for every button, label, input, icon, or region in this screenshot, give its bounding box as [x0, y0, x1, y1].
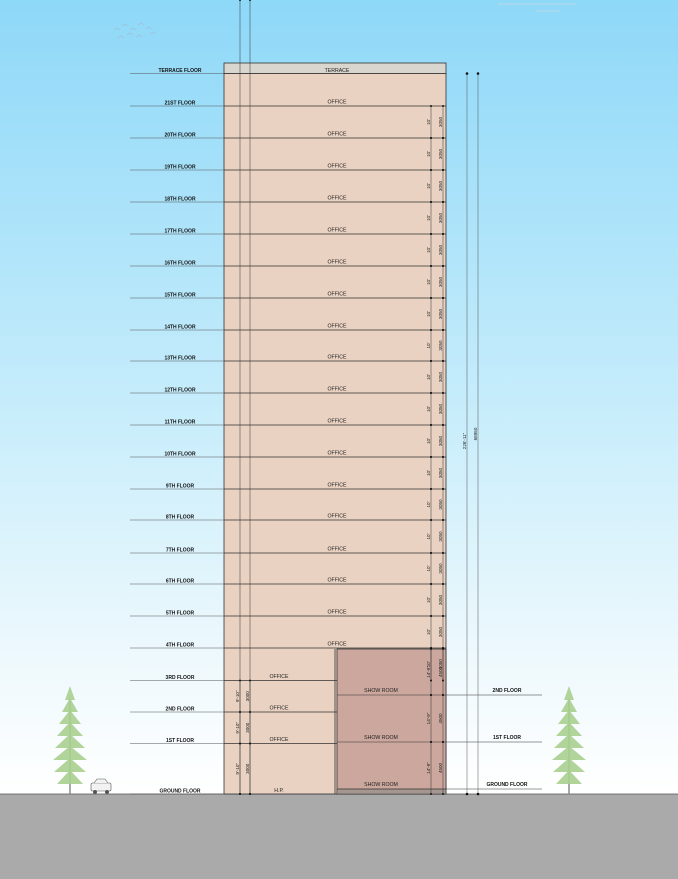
dim-ft: 10'	[426, 533, 431, 540]
dim-tick	[442, 583, 444, 585]
level-label: 7TH FLOOR	[165, 547, 195, 554]
dim-tick	[430, 793, 432, 795]
dim-tick	[430, 329, 432, 331]
floor-use-label: OFFICE	[327, 450, 347, 457]
dim-tick	[442, 169, 444, 171]
floor-use-label: OFFICE	[327, 386, 347, 393]
floor-use-label: OFFICE	[327, 418, 347, 425]
floor-use-label: OFFICE	[327, 323, 347, 330]
dim-ft: 10'	[426, 406, 431, 412]
level-label: 10TH FLOOR	[164, 451, 196, 458]
ground	[0, 794, 678, 879]
dim-tick	[430, 169, 432, 171]
floor-use-label: OFFICE	[327, 609, 347, 616]
dim-tick	[442, 647, 444, 649]
dim-mm: 3000	[245, 691, 250, 702]
dim-ft: 10'	[426, 501, 431, 508]
dim-tick	[239, 793, 241, 795]
floor-use-label: OFFICE	[327, 354, 347, 361]
dim-mm: 3050	[438, 659, 443, 670]
showroom-ground-band	[337, 789, 446, 794]
dim-mm: 3050	[438, 531, 443, 542]
dim-tick	[430, 680, 432, 682]
showroom-use-label: SHOW ROOM	[364, 688, 398, 694]
level-label: 11TH FLOOR	[164, 419, 196, 426]
showroom-use-label: SHOW ROOM	[364, 735, 398, 741]
showroom-level-label: GROUND FLOOR	[486, 782, 528, 788]
dim-tick	[442, 137, 444, 139]
level-label: 14TH FLOOR	[164, 324, 196, 331]
dim-tick	[442, 793, 444, 795]
birds	[114, 23, 156, 38]
dim-mm: 3050	[438, 594, 443, 606]
dim-tick	[442, 488, 444, 490]
dim-ft: 14'-9"	[426, 762, 431, 774]
dim-tick	[249, 0, 251, 1]
overall-dim-ft: 226'-11"	[462, 432, 467, 450]
floor-use-label: OFFICE	[327, 291, 347, 298]
dim-tick	[430, 519, 432, 521]
floor-use-label: H.P.	[274, 788, 284, 794]
floor-use-label: OFFICE	[327, 546, 347, 553]
dim-mm: 4500	[438, 762, 443, 774]
dim-ft: 10'	[426, 215, 431, 221]
dim-tick	[430, 488, 432, 490]
showroom-use-label: SHOW ROOM	[364, 782, 398, 788]
dim-tick	[442, 105, 444, 107]
dim-ft: 9'-10"	[235, 721, 240, 734]
level-label: 5TH FLOOR	[165, 610, 195, 617]
dim-mm: 3050	[438, 371, 443, 383]
top-right-marks	[498, 4, 576, 11]
dim-ft: 10'	[426, 183, 431, 189]
showroom-level-label: 2ND FLOOR	[492, 688, 522, 694]
dim-ft: 10'	[426, 470, 431, 476]
dim-mm: 3050	[438, 180, 443, 192]
dim-tick	[442, 519, 444, 521]
dim-mm: 3050	[438, 116, 443, 128]
level-label: 3RD FLOOR	[165, 675, 195, 681]
level-label: 19TH FLOOR	[164, 164, 196, 171]
dim-tick	[442, 392, 444, 394]
dim-ft: 10'	[426, 247, 431, 253]
level-label: 13TH FLOOR	[164, 355, 196, 362]
floor-use-label: OFFICE	[269, 674, 289, 680]
level-label: 9TH FLOOR	[165, 483, 195, 490]
dim-tick	[442, 424, 444, 426]
dim-tick	[442, 233, 444, 235]
dim-mm: 3050	[438, 308, 443, 320]
level-label: 8TH FLOOR	[165, 514, 195, 521]
dim-mm: 3050	[438, 148, 443, 160]
car-icon	[91, 779, 111, 794]
dim-tick	[239, 0, 241, 1]
level-label: GROUND FLOOR	[159, 788, 201, 795]
dim-ft: 10'	[426, 374, 431, 380]
dim-mm: 3050	[438, 244, 443, 256]
dim-tick	[442, 680, 444, 682]
dim-ft: 10'	[426, 279, 431, 285]
dim-ft: 10'	[426, 311, 431, 317]
dim-ft: 10'	[426, 151, 431, 157]
dim-tick	[430, 201, 432, 203]
dim-mm: 3050	[438, 276, 443, 288]
dim-mm	[0, 0, 6, 1]
dim-ft: 14'-9"	[426, 712, 431, 725]
dim-tick	[442, 552, 444, 554]
dim-ft: 10'	[426, 119, 431, 125]
dim-tick	[442, 297, 444, 299]
dim-tick	[430, 360, 432, 362]
level-label: 17TH FLOOR	[164, 228, 196, 235]
dim-ft: 10'	[426, 597, 431, 603]
dim-ft: 10'	[426, 438, 431, 444]
level-label: 15TH FLOOR	[164, 292, 196, 299]
level-label: 16TH FLOOR	[164, 260, 196, 267]
dim-ft: 10'	[426, 342, 431, 349]
dim-ft: 9'-10"	[235, 690, 240, 703]
dim-tick	[442, 360, 444, 362]
dim-mm: 3050	[438, 499, 443, 510]
dim-ft: 14'-9"	[426, 666, 431, 678]
floor-use-label: OFFICE	[327, 482, 347, 489]
dim-ft: 10'	[426, 661, 431, 668]
level-label: 20TH FLOOR	[164, 132, 196, 139]
dim-ft: 10'	[426, 629, 431, 635]
dim-tick	[430, 297, 432, 299]
dim-tick	[442, 329, 444, 331]
floor-use-label: OFFICE	[327, 577, 347, 584]
dim-mm: 3000	[245, 763, 250, 774]
dim-mm: 3050	[438, 340, 443, 351]
dim-tick	[430, 647, 432, 649]
floor-use-label: OFFICE	[327, 259, 347, 266]
level-label: 1ST FLOOR	[165, 738, 195, 744]
dim-tick	[430, 105, 432, 107]
dim-tick	[442, 456, 444, 458]
dim-tick	[430, 741, 432, 743]
level-label: 21ST FLOOR	[164, 100, 196, 107]
dim-tick	[442, 265, 444, 267]
dim-tick	[430, 552, 432, 554]
dim-tick	[430, 694, 432, 696]
dim-mm: 3050	[438, 403, 443, 415]
level-label: 4TH FLOOR	[165, 642, 195, 649]
floor-use-label: OFFICE	[327, 131, 347, 138]
overall-dim-mm: 68950	[473, 427, 478, 441]
level-label: TERRACE FLOOR	[158, 68, 202, 74]
dim-tick	[430, 583, 432, 585]
dim-tick	[430, 615, 432, 617]
floor-use-label: OFFICE	[327, 163, 347, 170]
dim-mm: 3050	[438, 626, 443, 638]
level-label: 18TH FLOOR	[164, 196, 196, 203]
dim-tick	[430, 456, 432, 458]
floor-use-label: OFFICE	[269, 705, 289, 712]
dim-tick	[430, 392, 432, 394]
dim-mm: 4500	[438, 713, 443, 724]
floor-use-label: OFFICE	[327, 513, 347, 520]
dim-tick	[442, 201, 444, 203]
floor-use-label: TERRACE	[324, 68, 350, 74]
floor-use-label: OFFICE	[269, 737, 289, 743]
dim-tick	[442, 741, 444, 743]
tree-icon	[53, 686, 87, 794]
level-label: 6TH FLOOR	[165, 578, 195, 585]
dim-mm: 4500	[438, 666, 443, 678]
floor-use-label: OFFICE	[327, 641, 347, 648]
tree-icon	[552, 686, 586, 794]
dim-mm: 3000	[245, 722, 250, 733]
floor-use-label: OFFICE	[327, 99, 347, 106]
dim-tick	[249, 793, 251, 795]
building-elevation	[224, 63, 446, 794]
dim-mm: 3050	[438, 212, 443, 224]
dim-ft: 10'	[426, 565, 431, 572]
dim-tick	[430, 265, 432, 267]
dim-mm: 3050	[438, 435, 443, 447]
level-label: 12TH FLOOR	[164, 387, 196, 394]
dim-tick	[430, 424, 432, 426]
dim-mm: 3050	[438, 467, 443, 479]
level-label: 2ND FLOOR	[165, 706, 195, 713]
dim-mm: 3050	[438, 563, 443, 574]
dim-ft: 9'-10"	[235, 762, 240, 775]
floor-use-label: OFFICE	[327, 195, 347, 202]
showroom-level-label: 1ST FLOOR	[492, 735, 522, 741]
dim-tick	[430, 233, 432, 235]
dim-tick	[442, 694, 444, 696]
floor-use-label: OFFICE	[327, 227, 347, 234]
dim-tick	[430, 137, 432, 139]
overall-dimension	[462, 72, 479, 795]
dim-tick	[442, 615, 444, 617]
